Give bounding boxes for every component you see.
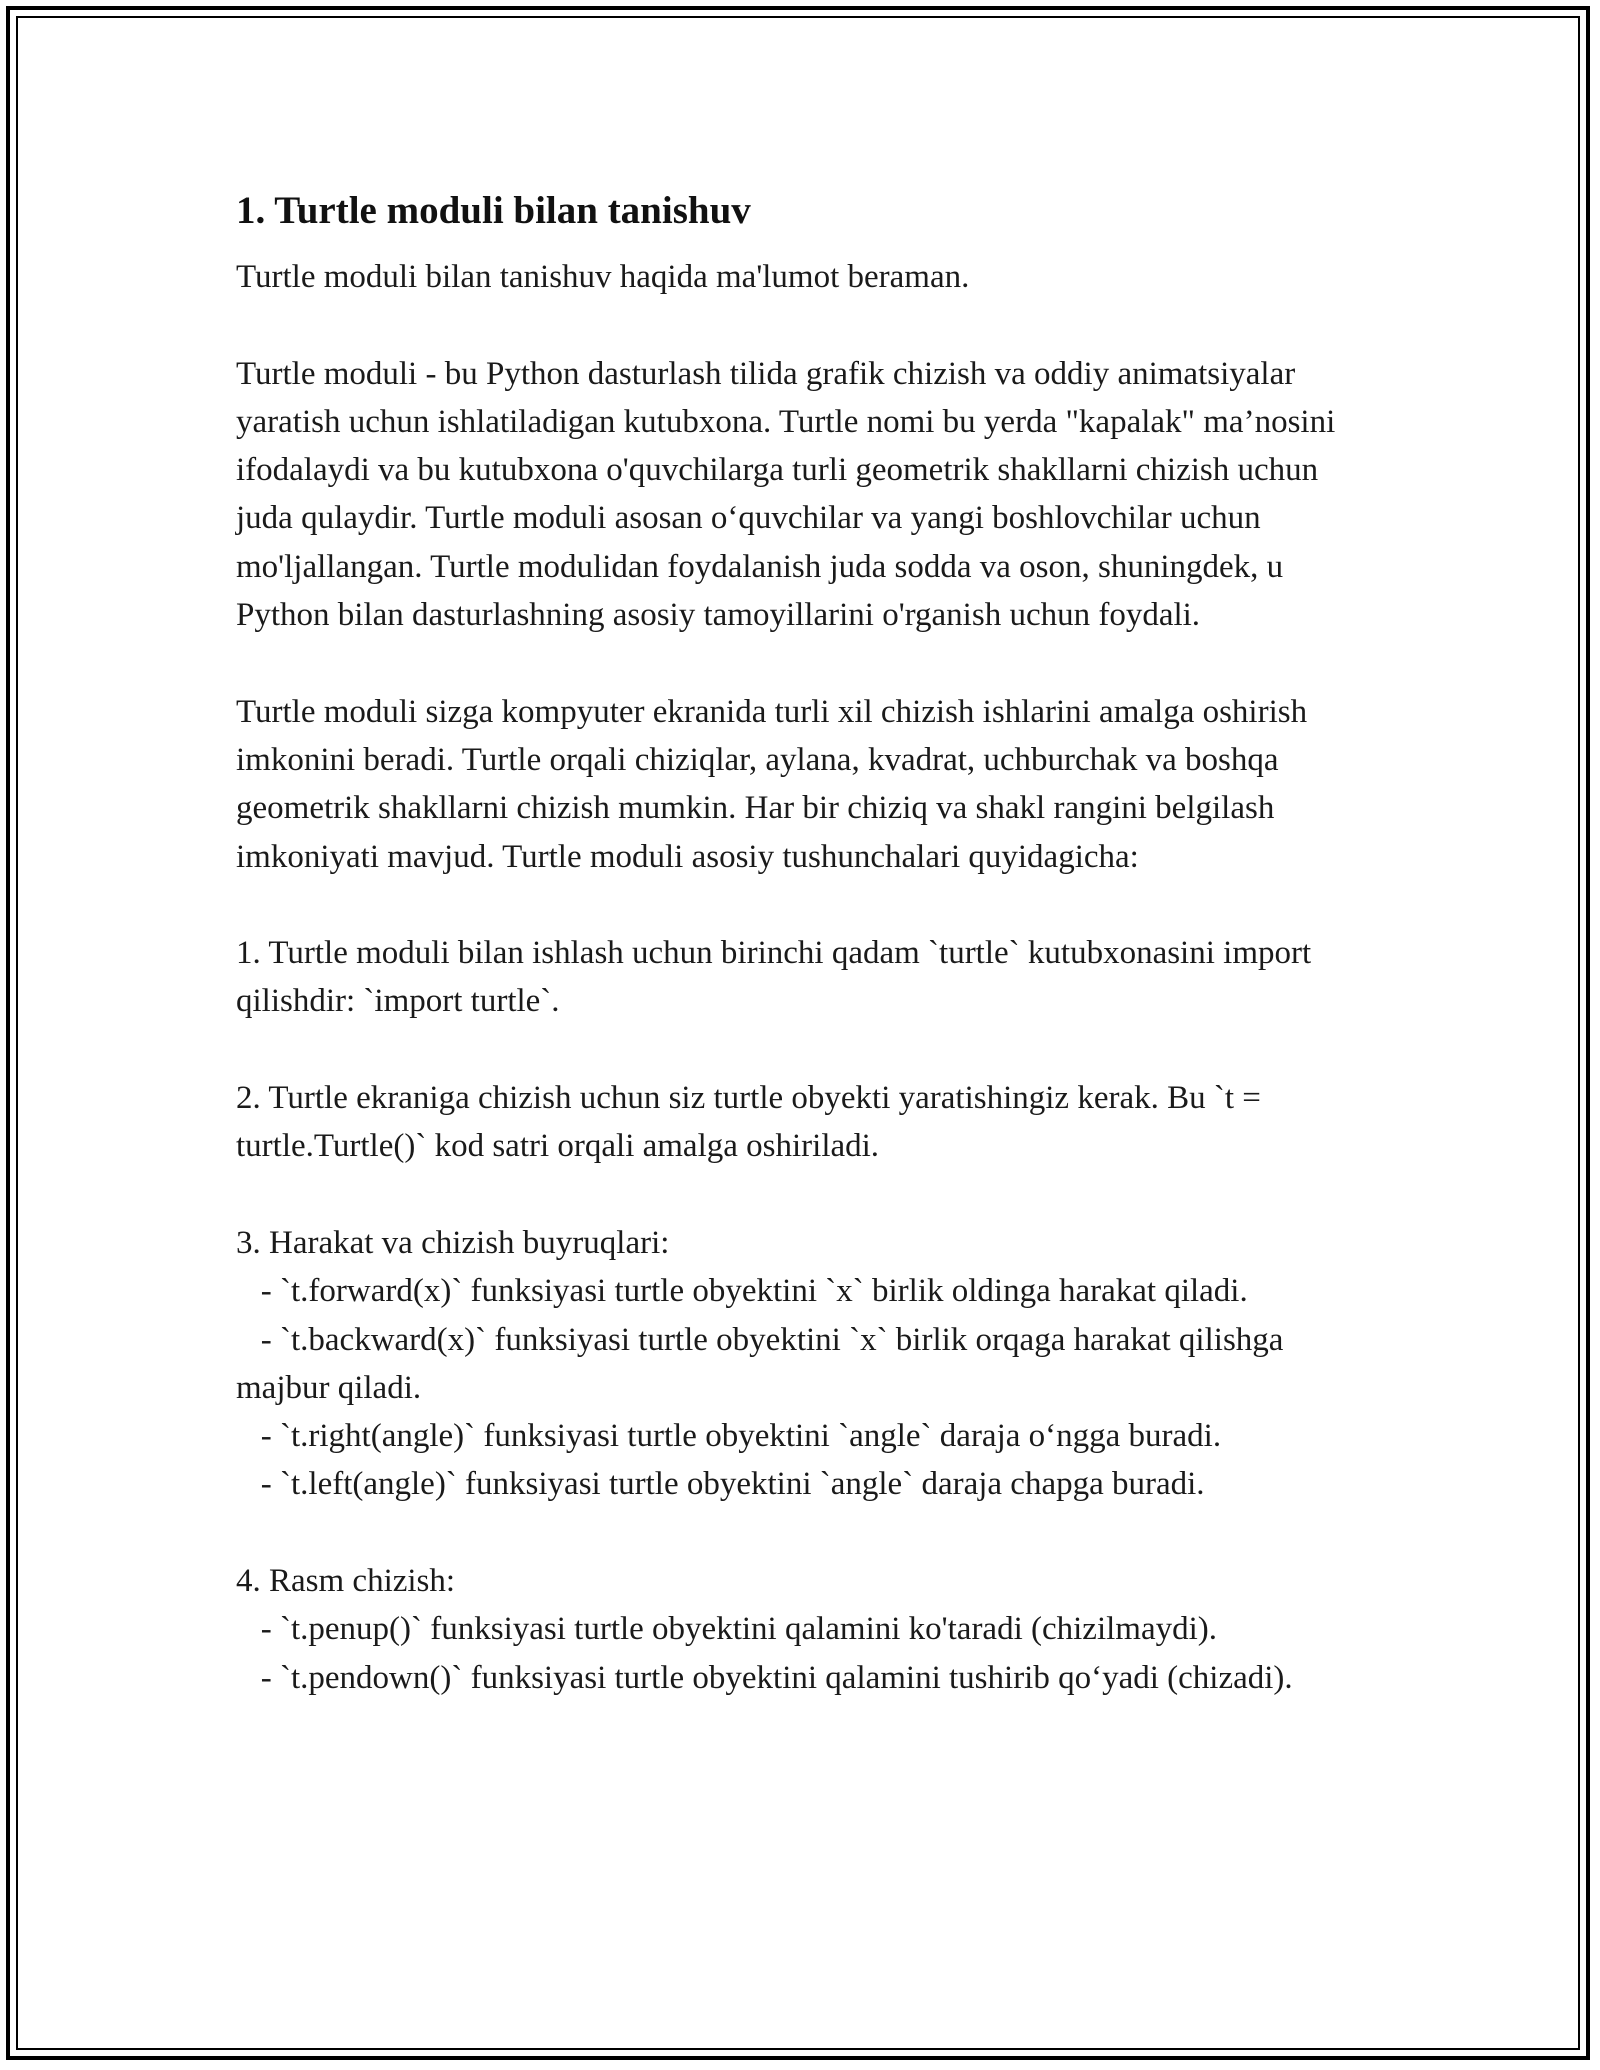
paragraph-gap: [236, 1026, 1381, 1074]
paragraph-gap: [236, 639, 1381, 687]
paragraph-gap: [236, 1509, 1381, 1557]
paragraph-gap: [236, 881, 1381, 929]
features-paragraph: Turtle moduli sizga kompyuter ekranida turli xil chizish ishlarini amalga oshirish imkonini beradi. Turtle orqali chiziqlar, aylana, kvadrat, uchburchak va boshqa geometrik shakllarni chizish mumkin. Har bir chiziq va shakl rangini belgilash imkoniyati mavjud. Turtle moduli asosiy tushunchalari quyidagicha:: [236, 693, 1316, 875]
intro-paragraph: Turtle moduli bilan tanishuv haqida ma'lumot beraman.: [236, 259, 970, 295]
step-movement-commands: 3. Harakat va chizish buyruqlari: - `t.forward(x)` funksiyasi turtle obyektini `x` birlik oldinga harakat qiladi. - `t.backward(x)` funksiyasi turtle obyektini `x` birlik orqaga harakat qilishga majbur qiladi. - `t.right(angle)` funksiyasi turtle obyektini `angle` daraja o‘ngga buradi. - `t.left(angle)` funksiyasi turtle obyektini `angle` daraja chapga buradi.: [236, 1224, 1284, 1503]
description-paragraph: Turtle moduli - bu Python dasturlash tilida grafik chizish va oddiy animatsiyalar yaratish uchun ishlatiladigan kutubxona. Turtle nomi bu yerda "kapalak" ma’nosini ifodalaydi va bu kutubxona o'quvchilarga turli geometrik shakllarni chizish uchun juda qulaydir. Turtle moduli asosan o‘quvchilar va yangi boshlovchilar uchun mo'ljallangan. Turtle modulidan foydalanish juda sodda va oson, shuningdek, u Python bilan dasturlashning asosiy tamoyillarini o'rganish uchun foydali.: [236, 355, 1344, 634]
paragraph-gap: [236, 1171, 1381, 1219]
document-body: [236, 185, 1381, 1702]
step-import: 1. Turtle moduli bilan ishlash uchun birinchi qadam `turtle` kutubxonasini import qilishdir: `import turtle`.: [236, 935, 1320, 1020]
paragraph-gap: [236, 301, 1381, 349]
section-heading: 1. Turtle moduli bilan tanishuv: [236, 189, 751, 232]
step-drawing-commands: 4. Rasm chizish: - `t.penup()` funksiyasi turtle obyektini qalamini ko'taradi (chizilmaydi). - `t.pendown()` funksiyasi turtle obyektini qalamini tushirib qo‘yadi (chizadi).: [236, 1563, 1293, 1696]
step-create-object: 2. Turtle ekraniga chizish uchun siz turtle obyekti yaratishingiz kerak. Bu `t = turtle.Turtle()` kod satri orqali amalga oshiriladi.: [236, 1080, 1270, 1165]
